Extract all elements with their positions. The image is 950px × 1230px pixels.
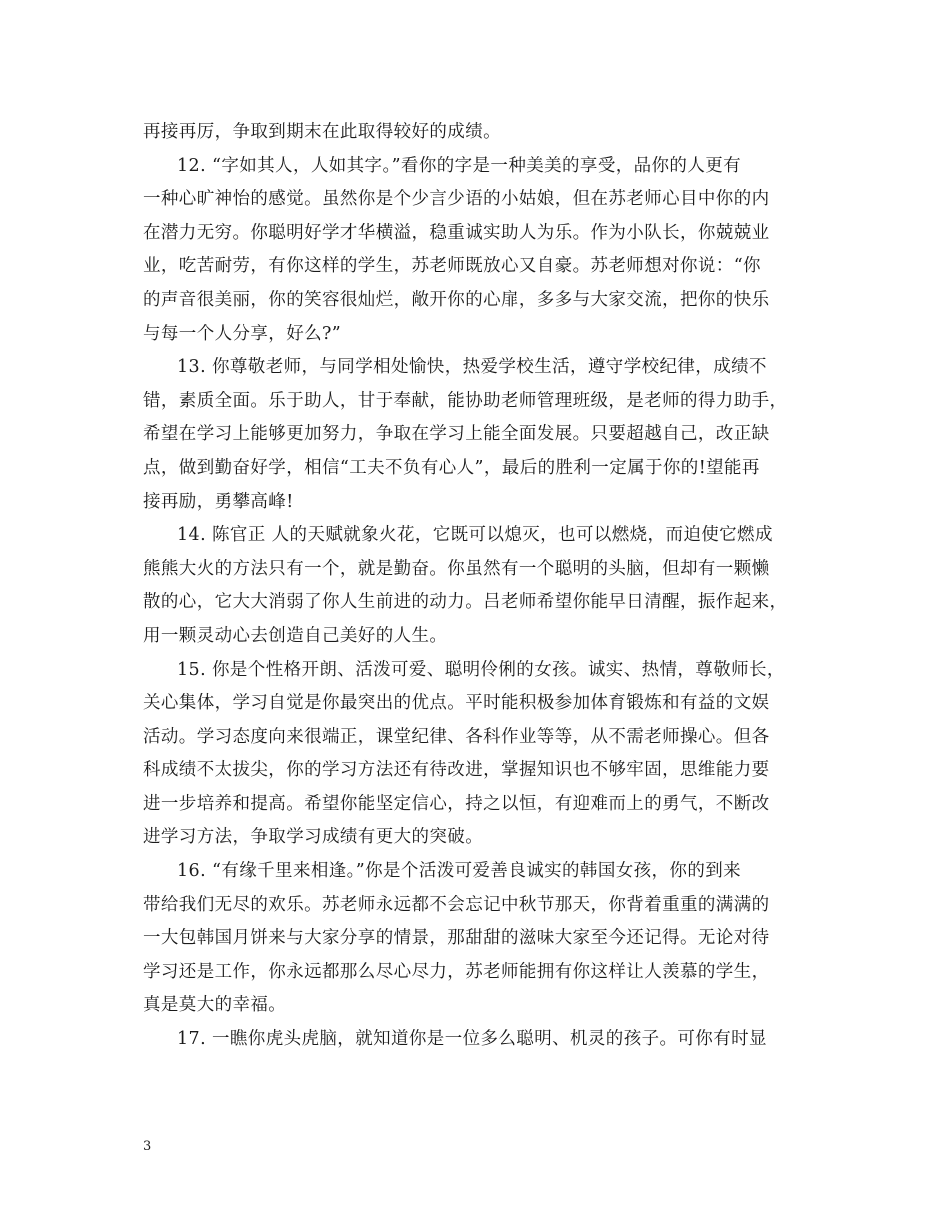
- text-line: 点，做到勤奋好学，相信“工夫不负有心人”，最后的胜利一定属于你的!望能再: [143, 457, 760, 478]
- text-line: 业，吃苦耐劳，有你这样的学生，苏老师既放心又自豪。苏老师想对你说：“你: [143, 256, 761, 277]
- paragraph-16-start: 16. “有缘千里来相逢。”你是个活泼可爱善良诚实的韩国女孩，你的到来: [177, 861, 742, 882]
- text-line: 用一颗灵动心去创造自己美好的人生。: [143, 625, 448, 646]
- text-line: 进学习方法，争取学习成绩有更大的突破。: [143, 827, 484, 848]
- text-line: 活动。学习态度向来很端正，课堂纪律、各科作业等等，从不需老师操心。但各: [143, 726, 770, 747]
- text-line: 一种心旷神怡的感觉。虽然你是个少言少语的小姑娘，但在苏老师心目中你的内: [143, 189, 770, 210]
- text-line: 错，素质全面。乐于助人，甘于奉献，能协助老师管理班级，是老师的得力助手，: [143, 390, 788, 411]
- paragraph-14-start: 14. 陈官正 人的天赋就象火花，它既可以熄灭，也可以燃烧，而迫使它燃成: [177, 525, 773, 546]
- text-line: 关心集体，学习自觉是你最突出的优点。平时能积极参加体育锻炼和有益的文娱: [143, 693, 770, 714]
- paragraph-13-start: 13. 你尊敬老师，与同学相处愉快，热爱学校生活，遵守学校纪律，成绩不: [177, 357, 767, 378]
- document-body: [143, 116, 823, 1057]
- text-line: 接再励，勇攀高峰!: [143, 491, 294, 512]
- paragraph-15-start: 15. 你是个性格开朗、活泼可爱、聪明伶俐的女孩。诚实、热情，尊敬师长，: [177, 659, 785, 680]
- text-line: 散的心，它大大消弱了你人生前进的动力。吕老师希望你能早日清醒，振作起来，: [143, 592, 788, 613]
- paragraph-12-start: 12. “字如其人，人如其字。”看你的字是一种美美的享受，品你的人更有: [177, 155, 742, 176]
- paragraph-17-start: 17. 一瞧你虎头虎脑，就知道你是一位多么聪明、机灵的孩子。可你有时显: [177, 1029, 767, 1050]
- text-line: 进一步培养和提高。希望你能坚定信心，持之以恒，有迎难而上的勇气，不断改: [143, 793, 770, 814]
- text-line: 在潜力无穷。你聪明好学才华横溢，稳重诚实助人为乐。作为小队长，你兢兢业: [143, 222, 770, 243]
- text-line: 与每一个人分享，好么?”: [143, 323, 342, 344]
- text-line: 真是莫大的幸福。: [143, 995, 287, 1016]
- text-line: 希望在学习上能够更加努力，争取在学习上能全面发展。只要超越自己，改正缺: [143, 424, 770, 445]
- text-line: 带给我们无尽的欢乐。苏老师永远都不会忘记中秋节那天，你背着重重的满满的: [143, 894, 770, 915]
- text-line: 一大包韩国月饼来与大家分享的情景，那甜甜的滋味大家至今还记得。无论对待: [143, 928, 770, 949]
- text-line: 学习还是工作，你永远都那么尽心尽力，苏老师能拥有你这样让人羡慕的学生，: [143, 961, 770, 982]
- text-line: 熊熊大火的方法只有一个，就是勤奋。你虽然有一个聪明的头脑，但却有一颗懒: [143, 558, 770, 579]
- text-line: 的声音很美丽，你的笑容很灿烂，敞开你的心扉，多多与大家交流，把你的快乐: [143, 289, 770, 310]
- page-number: 3: [143, 1139, 152, 1154]
- text-line: 再接再厉，争取到期末在此取得较好的成绩。: [143, 122, 501, 142]
- text-line: 科成绩不太拔尖，你的学习方法还有待改进，掌握知识也不够牢固，思维能力要: [143, 760, 770, 781]
